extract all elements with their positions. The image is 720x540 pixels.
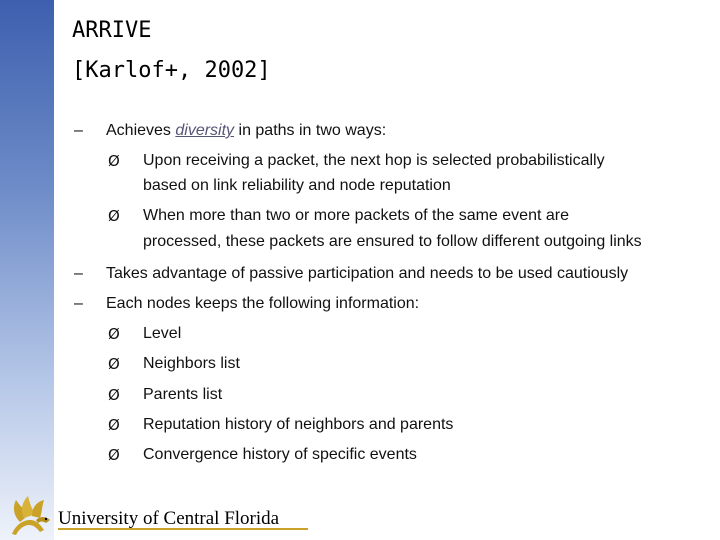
sub-bullet-1-2-line-2: processed, these packets are ensured to follow different outgoing links [143,233,642,250]
sub-bullet-1-2-line-1: When more than two or more packets of the same event are [143,207,569,224]
sub-bullet-3-3: Parents list [143,386,223,403]
ucf-wordmark-text: University of Central Florida [58,508,280,529]
sub-bullet-arrow-icon: Ø [108,152,120,170]
bullet-1-text-before: Achieves [106,122,176,139]
bullet-1-emphasis: diversity [175,122,235,139]
sub-bullet-arrow-icon: Ø [108,355,120,373]
sub-bullet-1-1-line-1: Upon receiving a packet, the next hop is selected probabilistically [143,152,605,169]
bullet-marker-dash: – [74,265,83,282]
bullet-marker-dash: – [74,295,83,312]
sub-bullet-1-1-line-2: based on link reliability and node reputation [143,177,451,194]
bullet-1-text [106,120,386,142]
bullet-2-text: Takes advantage of passive participation and needs to be used cautiously [106,265,629,282]
slide-subtitle-citation: [Karlof+, 2002] [72,58,271,83]
slide-title: ARRIVE [72,18,152,43]
ucf-wordmark [58,502,308,532]
sub-bullet-arrow-icon: Ø [108,325,120,343]
sub-bullet-3-2: Neighbors list [143,355,240,372]
sub-bullet-arrow-icon: Ø [108,207,120,225]
bullet-1-text-after: in paths in two ways: [234,122,387,139]
pegasus-logo-icon [6,494,52,538]
sub-bullet-3-1: Level [143,325,182,342]
sub-bullet-arrow-icon: Ø [108,386,120,404]
sub-bullet-3-5: Convergence history of specific events [143,446,417,463]
sub-bullet-3-4: Reputation history of neighbors and parents [143,416,454,433]
bullet-3-text: Each nodes keeps the following information: [106,295,420,312]
sub-bullet-arrow-icon: Ø [108,446,120,464]
footer-logo-area [0,488,720,540]
bullet-marker-dash: – [74,122,83,139]
sub-bullet-arrow-icon: Ø [108,416,120,434]
